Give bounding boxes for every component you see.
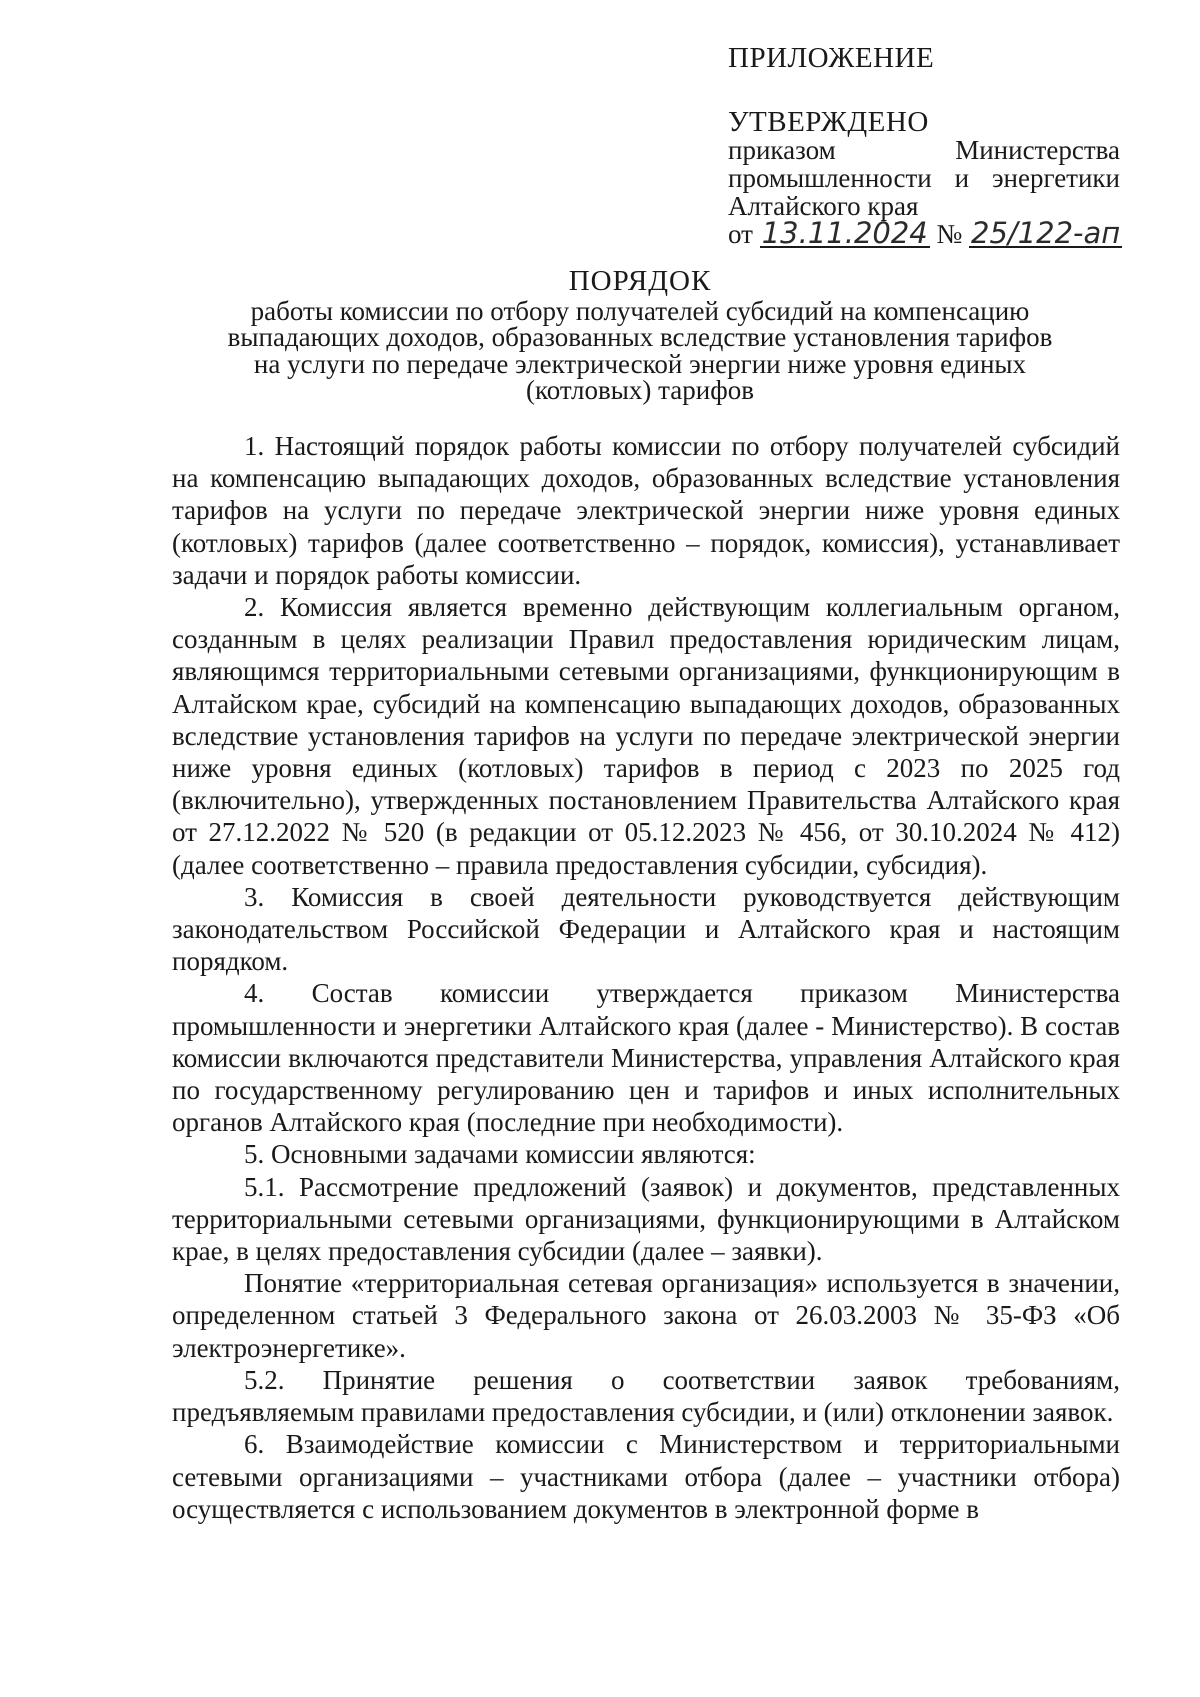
approval-stamp	[728, 44, 1120, 248]
appendix-label: ПРИЛОЖЕНИЕ	[728, 42, 935, 74]
paragraph-5-1: 5.1. Рассмотрение предложений (заявок) и документов, представленных территориальными сетевыми организациями, функционирующими в Алтайском крае, в целях предоставления субсидии (далее – заявки).	[172, 1171, 1120, 1267]
handwritten-date: 13.11.2024	[761, 216, 928, 250]
paragraph-1: 1. Настоящий порядок работы комиссии по отбору получателей субсидий на компенсацию выпадающих доходов, образованных вследствие установления тарифов на услуги по передаче электрической энергии ниже уровня единых (котловых) тарифов (далее соответственно – порядок, комиссия), устанавливает задачи и порядок работы комиссии.	[172, 431, 1120, 590]
subtitle-line-2: выпадающих доходов, образованных вследствие установления тарифов	[227, 322, 1053, 352]
paragraph-4: 4. Состав комиссии утверждается приказом Министерства промышленности и энергетики Алтайского края (далее - Министерство). В состав комиссии включаются представители Министерства, управления Алтайского края по государственному регулированию цен и тарифов и иных исполнительных органов Алтайского края (последние при необходимости).	[172, 978, 1120, 1138]
document-title	[160, 265, 1120, 405]
paragraph-5: 5. Основными задачами комиссии являются:	[244, 1139, 756, 1170]
number-prefix: №	[936, 219, 963, 249]
paragraph-2: 2. Комиссия является временно действующим коллегиальным органом, созданным в целях реализации Правил предоставления юридическим лицам, являющимся территориальными сетевыми организациями, функционирующим в Алтайском крае, субсидий на компенсацию выпадающих доходов, образованных вследствие установления тарифов на услуги по передаче электрической энергии ниже уровня единых (котловых) тарифов в период с 2023 по 2025 год (включительно), утвержденных постановлением Правительства Алтайского края от 27.12.2022 № 520 (в редакции от 05.12.2023 № 456, от 30.10.2024 № 412) (далее соответственно – правила предоставления субсидии, субсидия).	[172, 592, 1120, 880]
paragraph-3: 3. Комиссия в своей деятельности руководствуется действующим законодательством Российской Федерации и Алтайского края и настоящим порядком.	[172, 881, 1120, 977]
paragraph-5-1-note: Понятие «территориальная сетевая организация» используется в значении, определенном статьей 3 Федерального закона от 26.03.2003 № 35-ФЗ «Об электроэнергетике».	[172, 1268, 1120, 1363]
approved-label: УТВЕРЖДЕНО	[728, 106, 929, 138]
order-line-3: Алтайского края	[728, 191, 919, 221]
order-date-number	[728, 216, 1121, 250]
subtitle-line-1: работы комиссии по отбору получателей субсидий на компенсацию	[250, 295, 1030, 326]
date-prefix: от	[728, 219, 753, 249]
paragraph-6: 6. Взаимодействие комиссии с Министерством и территориальными сетевыми организациями – участниками отбора (далее – участники отбора) осуществляется с использованием документов в электронной форме в	[172, 1429, 1120, 1524]
handwritten-number: 25/122-ап	[971, 216, 1121, 250]
title-heading: ПОРЯДОК	[568, 265, 712, 297]
order-line-1: приказом Министерства	[728, 135, 1120, 165]
subtitle-line-4: (котловых) тарифов	[526, 375, 754, 405]
order-line-2: промышленности и энергетики	[728, 163, 1120, 193]
document-body	[172, 430, 1120, 1525]
subtitle-line-3: на услуги по передаче электрической энергии ниже уровня единых	[253, 348, 1027, 379]
paragraph-5-2: 5.2. Принятие решения о соответствии заявок требованиям, предъявляемым правилами предоставления субсидии, и (или) отклонении заявок.	[172, 1364, 1120, 1428]
